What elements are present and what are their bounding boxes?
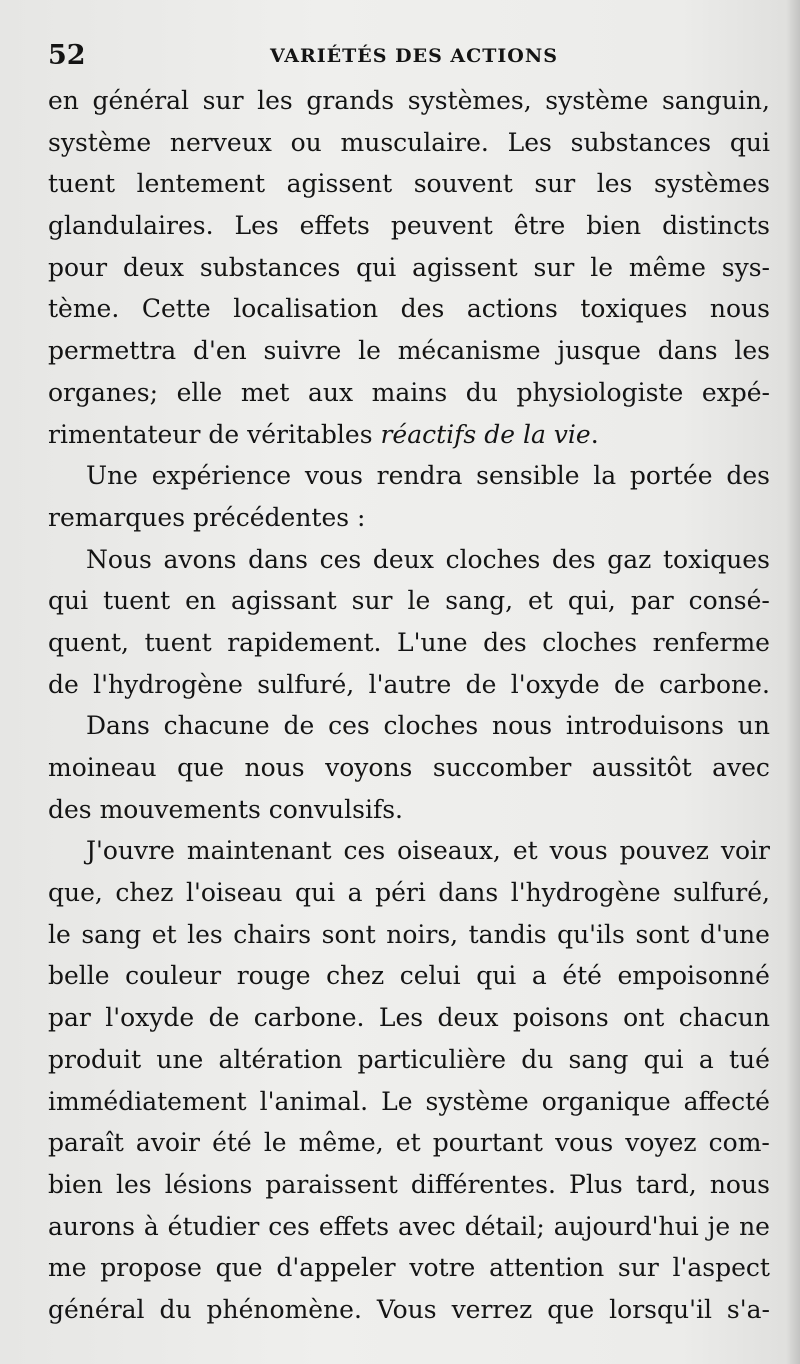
word: que, <box>48 878 103 908</box>
word: chez <box>115 878 174 908</box>
word: physiologiste <box>516 377 684 407</box>
word: Une <box>86 461 138 491</box>
text-line <box>48 247 770 289</box>
word: ces <box>328 711 370 741</box>
word: paraît <box>48 1128 124 1158</box>
word: nous <box>492 711 553 741</box>
word: Nous <box>86 544 152 574</box>
word: particulière <box>357 1044 507 1074</box>
page-edge-shadow <box>786 0 800 1364</box>
text-line <box>48 205 770 247</box>
word: deux <box>437 1003 499 1033</box>
word: d'une <box>700 919 770 949</box>
word: Les <box>234 211 279 241</box>
word: pour <box>48 252 108 282</box>
word: glandulaires. <box>48 211 214 241</box>
word: couleur <box>125 961 222 991</box>
word: sang <box>81 919 142 949</box>
word: aussitôt <box>591 753 692 782</box>
word: l'hydrogène <box>510 878 661 908</box>
text-line <box>48 80 770 122</box>
word: dans <box>248 544 308 574</box>
text-line <box>48 955 770 997</box>
word: de <box>48 669 79 699</box>
word: lentement <box>136 169 266 199</box>
word: verrez <box>451 1294 533 1324</box>
word: de <box>465 669 497 699</box>
word: oiseaux, <box>397 836 501 866</box>
word: l'oxyde <box>510 669 600 699</box>
word: voyons <box>325 753 413 782</box>
word: et <box>395 1128 421 1158</box>
word: des <box>726 461 770 491</box>
word: l'aspect <box>672 1253 770 1283</box>
word: voir <box>720 836 770 866</box>
word: expé- <box>701 377 770 407</box>
text-line <box>48 872 770 914</box>
word: être <box>513 211 566 241</box>
word: noirs, <box>386 919 459 949</box>
word: dans <box>438 878 499 908</box>
word: de <box>283 711 315 741</box>
word: renferme <box>652 627 770 657</box>
word: je <box>707 1211 731 1241</box>
word: d'en <box>192 336 247 366</box>
word: vous <box>549 836 608 866</box>
word: deux <box>372 544 434 574</box>
word: quent, <box>48 627 129 657</box>
word: l'oxyde <box>105 1003 195 1033</box>
word: sur <box>202 86 244 115</box>
word: gaz <box>607 544 652 574</box>
text-line <box>48 1206 770 1248</box>
word: système <box>545 86 649 115</box>
word: a <box>347 878 363 908</box>
text-line <box>48 1081 770 1123</box>
word: nous <box>709 294 770 324</box>
word: étudier <box>167 1211 260 1241</box>
word: qui <box>643 1044 684 1074</box>
word: distincts <box>662 211 770 241</box>
word: l'autre <box>368 669 452 699</box>
word: votre <box>409 1253 476 1283</box>
word: portée <box>629 461 713 491</box>
text-line-italic: réactifs de la vie <box>380 419 591 449</box>
word: L'une <box>397 627 468 657</box>
text-line <box>48 1289 770 1331</box>
body-text <box>48 80 770 1331</box>
word: organes; <box>48 377 159 407</box>
word: permettra <box>48 336 177 366</box>
word: été <box>562 961 602 991</box>
word: aux <box>307 377 354 407</box>
word: nous <box>709 1169 770 1199</box>
word: expérience <box>151 461 292 491</box>
word: avons <box>163 544 237 574</box>
word: sur <box>617 1253 659 1283</box>
word: un <box>737 711 770 741</box>
word: que <box>215 1253 263 1283</box>
word: sang, <box>445 586 514 616</box>
word: par <box>48 1003 91 1033</box>
word: différentes. <box>410 1169 556 1199</box>
word: a <box>531 961 547 991</box>
word: Les <box>507 127 552 157</box>
word: des <box>551 544 596 574</box>
word: sang <box>568 1044 629 1074</box>
word: le <box>358 336 381 366</box>
word: J'ouvre <box>86 836 175 866</box>
word: suivre <box>263 336 342 366</box>
word: chez <box>326 961 385 991</box>
word: poisons <box>512 1003 609 1033</box>
word: attention <box>489 1253 605 1283</box>
word: tué <box>728 1044 770 1074</box>
word: aujourd'hui <box>553 1211 699 1241</box>
text-line <box>48 163 770 205</box>
word: péri <box>375 878 426 908</box>
word: rouge <box>236 961 311 991</box>
word: lésions <box>164 1169 253 1199</box>
word: jusque <box>557 336 641 366</box>
word: et <box>512 836 538 866</box>
word: les <box>596 169 633 199</box>
word: lorsqu'il <box>609 1294 712 1324</box>
word: ou <box>290 127 322 157</box>
text-line <box>48 455 770 497</box>
word: aurons <box>48 1211 135 1241</box>
word: Cette <box>141 294 211 324</box>
word: maintenant <box>186 836 332 866</box>
word: ne <box>739 1211 770 1241</box>
word: l'oiseau <box>185 878 283 908</box>
word: le <box>590 252 614 282</box>
word: grands <box>306 86 395 115</box>
word: du <box>521 1044 554 1074</box>
word: Plus <box>569 1169 623 1199</box>
word: rapidement. <box>227 627 382 657</box>
word: sur <box>533 252 575 282</box>
word: même <box>628 252 706 282</box>
word: qui <box>48 586 89 616</box>
text-line <box>48 1164 770 1206</box>
word: des <box>483 627 527 657</box>
word: systèmes, <box>407 86 532 115</box>
word: carbone. <box>253 1003 365 1033</box>
text-line-content: des mouvements convulsifs. <box>48 794 404 824</box>
word: ces <box>268 1211 310 1241</box>
word: tuent <box>48 169 116 199</box>
text-line <box>48 580 770 622</box>
text-line <box>48 539 770 581</box>
word: et <box>151 919 177 949</box>
word: du <box>159 1294 192 1324</box>
word: celui <box>399 961 461 991</box>
word: sanguin, <box>661 86 770 115</box>
word: chairs <box>233 919 312 949</box>
word: qui <box>295 878 336 908</box>
word: de <box>614 669 645 699</box>
word: dans <box>657 336 718 366</box>
word: ces <box>319 544 362 574</box>
word: nous <box>244 753 305 782</box>
word: Le <box>381 1086 413 1116</box>
word: belle <box>48 961 110 991</box>
word: sys- <box>721 252 770 282</box>
text-line <box>48 1039 770 1081</box>
word: qui, <box>567 586 616 616</box>
word: qui <box>356 252 397 282</box>
word: substances <box>199 252 341 282</box>
word: consé- <box>688 586 770 616</box>
word: de <box>208 1003 240 1033</box>
word: une <box>156 1044 204 1074</box>
word: me <box>48 1253 87 1283</box>
text-line <box>48 372 770 414</box>
word: détail; <box>464 1211 545 1241</box>
word: vous <box>304 461 363 491</box>
word: ont <box>623 1003 665 1033</box>
word: tandis <box>468 919 547 949</box>
word: vous <box>555 1128 614 1158</box>
word: chacun <box>678 1003 770 1033</box>
word: altération <box>218 1044 343 1074</box>
word: introduisons <box>565 711 724 741</box>
word: deux <box>122 252 184 282</box>
text-line-roman: rimentateur de véritables <box>48 419 381 449</box>
page-number: 52 <box>48 40 86 71</box>
running-head: VARIÉTÉS DES ACTIONS <box>270 45 558 67</box>
word: affecté <box>683 1086 770 1116</box>
text-line <box>48 622 770 664</box>
word: empoisonné <box>617 961 770 991</box>
word: peuvent <box>390 211 493 241</box>
word: agissent <box>412 252 518 282</box>
word: l'animal. <box>259 1086 369 1116</box>
word: Les <box>378 1003 424 1033</box>
text-line <box>48 414 770 456</box>
word: bien <box>586 211 642 241</box>
word: la <box>593 461 617 491</box>
word: paraissent <box>265 1169 398 1199</box>
word: effets <box>299 211 370 241</box>
word: les <box>734 336 770 366</box>
word: été <box>212 1128 252 1158</box>
text-line <box>48 330 770 372</box>
word: chacune <box>163 711 270 741</box>
word: produit <box>48 1044 142 1074</box>
word: ces <box>343 836 386 866</box>
word: cloches <box>445 544 541 574</box>
word: sensible <box>476 461 580 491</box>
word: cloches <box>383 711 479 741</box>
word: avoir <box>135 1128 200 1158</box>
word: nerveux <box>169 127 272 157</box>
word: sont <box>321 919 376 949</box>
word: actions <box>466 294 558 324</box>
word: tard, <box>635 1169 697 1199</box>
word: propose <box>100 1253 202 1283</box>
word: toxiques <box>663 544 770 574</box>
word: immédiatement <box>48 1086 247 1116</box>
text-line <box>48 789 770 831</box>
text-line <box>48 122 770 164</box>
word: que <box>177 753 225 782</box>
word: substances <box>570 127 712 157</box>
word: moineau <box>48 753 157 782</box>
word: agissant <box>231 586 337 616</box>
word: souvent <box>413 169 513 199</box>
word: en <box>185 586 217 616</box>
text-line <box>48 1122 770 1164</box>
word: Dans <box>86 711 150 741</box>
word: elle <box>176 377 223 407</box>
word: musculaire. <box>340 127 489 157</box>
word: phénomène. <box>206 1294 362 1324</box>
word: Vous <box>376 1294 437 1324</box>
word: le <box>48 919 71 949</box>
word: tuent <box>144 627 212 657</box>
word: bien <box>48 1169 103 1199</box>
word: carbone. <box>659 669 770 699</box>
text-line <box>48 747 770 789</box>
word: systèmes <box>653 169 770 199</box>
text-line <box>48 288 770 330</box>
word: les <box>257 86 293 115</box>
text-line-content: remarques précédentes : <box>48 502 366 532</box>
word: avec <box>712 753 770 782</box>
word: le <box>263 1128 287 1158</box>
word: système <box>425 1086 529 1116</box>
word: cloches <box>542 627 638 657</box>
word: à <box>143 1211 159 1241</box>
text-line-punct: . <box>590 419 599 449</box>
word: en <box>48 86 79 115</box>
word: effets <box>318 1211 390 1241</box>
word: agissent <box>286 169 393 199</box>
word: com- <box>708 1128 770 1158</box>
word: même, <box>298 1128 384 1158</box>
word: d'appeler <box>276 1253 396 1283</box>
word: général <box>92 86 190 115</box>
word: s'a- <box>726 1294 770 1324</box>
page-header <box>48 40 768 76</box>
word: organique <box>541 1086 671 1116</box>
word: qui <box>729 127 770 157</box>
text-line <box>48 497 770 539</box>
text-line <box>48 705 770 747</box>
text-line <box>48 830 770 872</box>
word: qui <box>476 961 517 991</box>
word: met <box>240 377 290 407</box>
word: avec <box>397 1211 456 1241</box>
word: localisation <box>233 294 379 324</box>
word: l'hydrogène <box>93 669 243 699</box>
word: sulfuré, <box>257 669 355 699</box>
word: sulfuré, <box>673 878 770 908</box>
word: sont <box>635 919 690 949</box>
word: voyez <box>625 1128 697 1158</box>
word: toxiques <box>580 294 688 324</box>
word: qu'ils <box>557 919 625 949</box>
text-line <box>48 1247 770 1289</box>
word: le <box>407 586 431 616</box>
text-line <box>48 664 770 706</box>
word: a <box>698 1044 714 1074</box>
word: système <box>48 127 152 157</box>
text-line <box>48 997 770 1039</box>
word: par <box>630 586 674 616</box>
word: rendra <box>376 461 463 491</box>
word: et <box>528 586 553 616</box>
word: pourtant <box>432 1128 543 1158</box>
word: général <box>48 1294 145 1324</box>
word: pouvez <box>619 836 709 866</box>
word: que <box>547 1294 595 1324</box>
text-line <box>48 914 770 956</box>
word: des <box>400 294 445 324</box>
word: tème. <box>48 294 120 324</box>
word: les <box>187 919 223 949</box>
word: tuent <box>103 586 171 616</box>
word: mains <box>371 377 448 407</box>
word: sur <box>351 586 393 616</box>
word: sur <box>534 169 576 199</box>
word: les <box>116 1169 152 1199</box>
word: du <box>465 377 498 407</box>
word: mécanisme <box>397 336 541 366</box>
word: succomber <box>432 753 572 782</box>
